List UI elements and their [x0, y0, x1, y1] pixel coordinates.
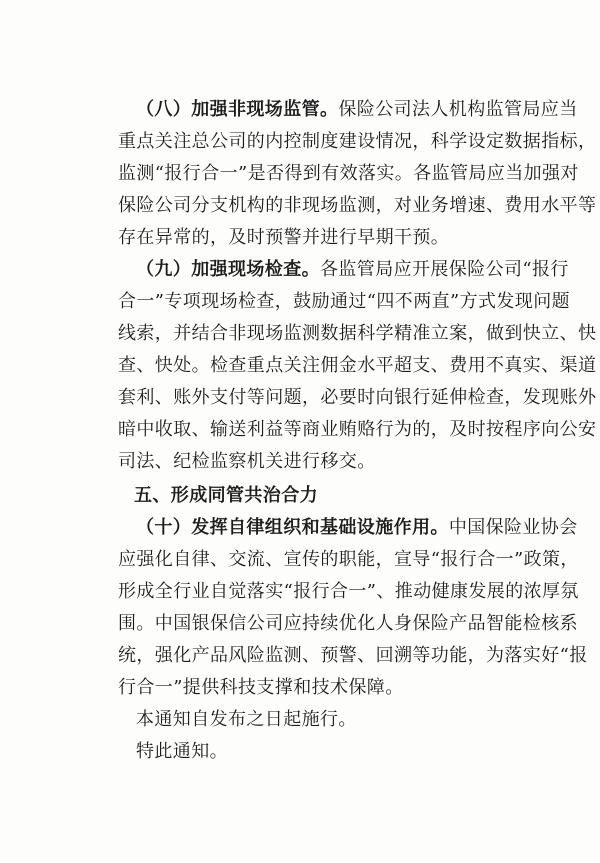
p9-line-1-text: 各监管局应开展保险公司“报行 [320, 259, 569, 280]
p10-line-2: 应强化自律、交流、宣传的职能，宣导“报行合一”政策， [118, 549, 579, 570]
p8-heading: （八）加强非现场监管。 [136, 99, 339, 120]
p9-line-4: 查、快处。检查重点关注佣金水平超支、费用不真实、渠道 [118, 355, 597, 376]
p9-line-1 [136, 258, 569, 282]
p10-line-6: 行合一”提供科技支撑和技术保障。 [118, 677, 404, 698]
p9-line-5: 套利、账外支付等问题，必要时向银行延伸检查，发现账外 [118, 387, 597, 408]
p9-line-3: 线索，并结合非现场监测数据科学精准立案，做到快立、快 [118, 323, 597, 344]
p8-line-2: 重点关注总公司的内控制度建设情况，科学设定数据指标， [118, 131, 597, 152]
p8-line-4: 保险公司分支机构的非现场监测，对业务增速、费用水平等 [118, 195, 597, 216]
p9-line-6: 暗中收取、输送利益等商业贿赂行为的，及时按程序向公安 [118, 419, 597, 440]
closing-statement: 特此通知。 [136, 741, 228, 762]
p10-line-1-text: 中国保险业协会 [448, 517, 578, 538]
p9-heading: （九）加强现场检查。 [136, 259, 320, 280]
p8-line-5: 存在异常的，及时预警并进行早期干预。 [118, 227, 450, 248]
p9-line-7: 司法、纪检监察机关进行移交。 [118, 451, 376, 472]
p8-line-3: 监测“报行合一”是否得到有效落实。各监管局应当加强对 [118, 163, 579, 184]
p8-line-1 [136, 98, 578, 122]
p10-heading: （十）发挥自律组织和基础设施作用。 [136, 517, 449, 538]
p10-line-5: 统，强化产品风险监测、预警、回溯等功能，为落实好“报 [118, 645, 588, 666]
effective-date-statement: 本通知自发布之日起施行。 [136, 709, 357, 730]
p10-line-3: 形成全行业自觉落实“报行合一”、推动健康发展的浓厚氛 [118, 581, 579, 602]
p10-line-1 [136, 516, 578, 540]
section-5-heading: 五、形成同管共治合力 [134, 485, 318, 506]
p10-line-4: 围。中国银保信公司应持续优化人身保险产品智能检核系 [118, 613, 578, 634]
p8-line-1-text: 保险公司法人机构监管局应当 [338, 99, 578, 120]
p9-line-2: 合一”专项现场检查，鼓励通过“四不两直”方式发现问题 [118, 291, 571, 312]
